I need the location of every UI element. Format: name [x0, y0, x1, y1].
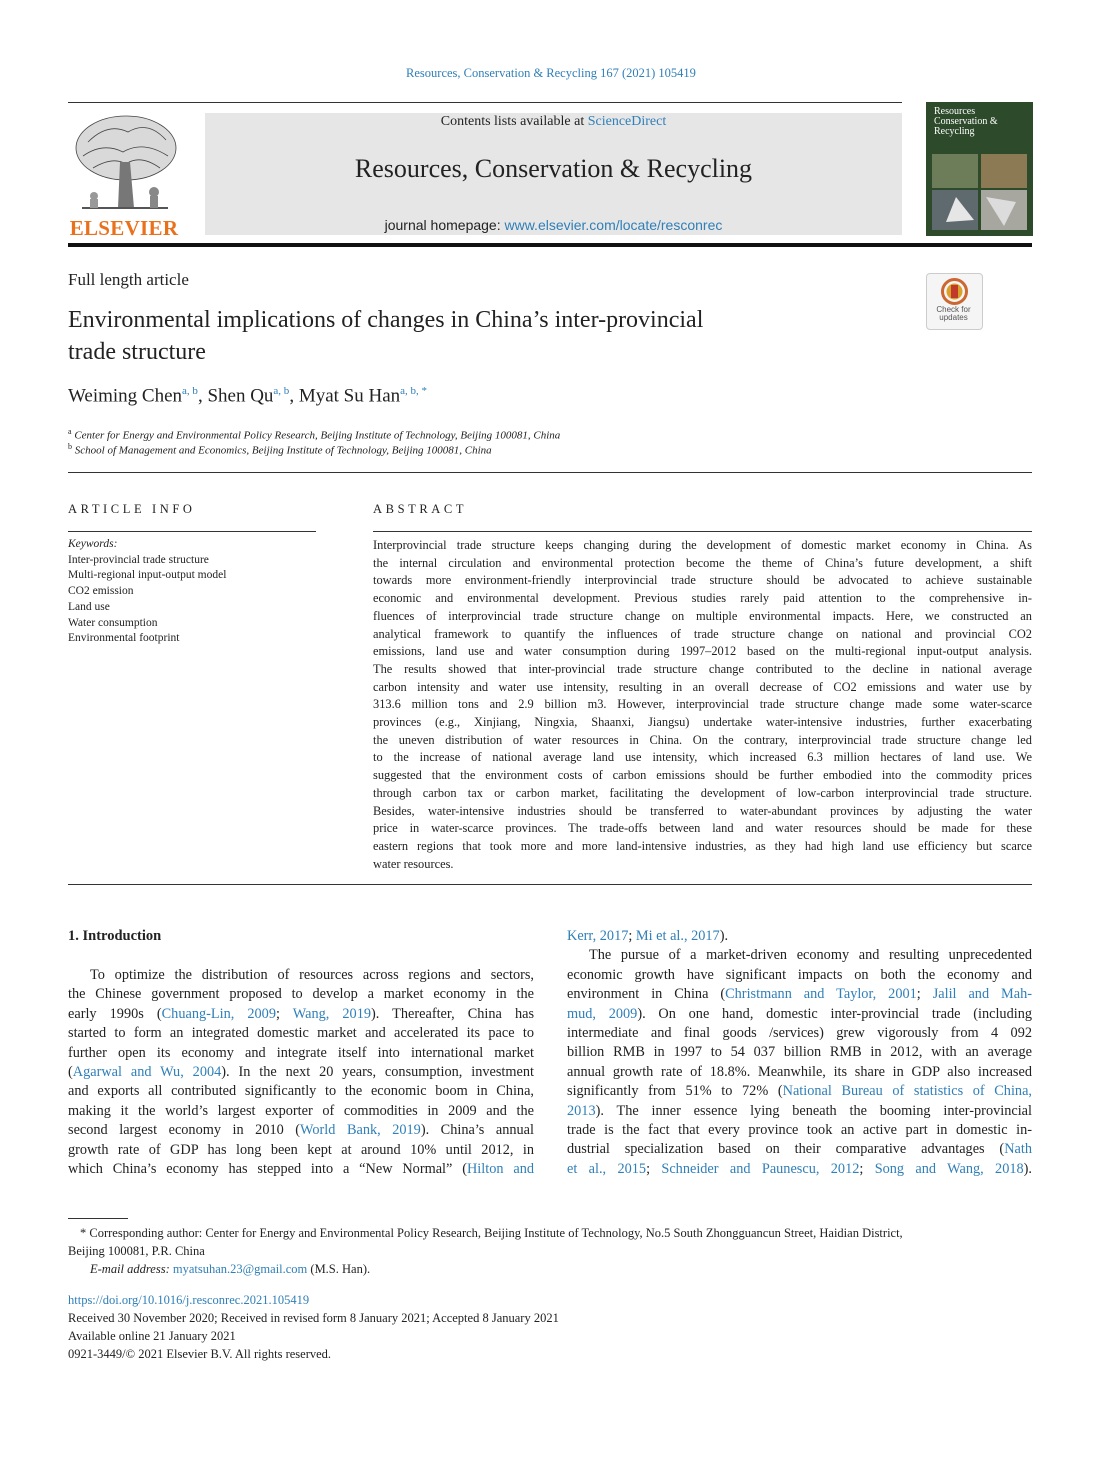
- footnote-email-line: [68, 1260, 1032, 1278]
- footnote-text-1: Corresponding author: Center for Energy and Environmental Policy Research, Beijing Institute of Technology, No.5 South Zhongguancun Street, Haidian District,: [89, 1226, 903, 1240]
- affiliation-text: Center for Energy and Environmental Policy Research, Beijing Institute of Technology, Beijing 100081, China: [74, 429, 561, 442]
- text-line: [567, 1102, 1032, 1121]
- abstract-line: towards more environment-friendly interprovincial trade structure should be advocated to achieve sustainable: [373, 573, 1032, 588]
- author-separator: ,: [289, 385, 299, 407]
- front-matter: [68, 1291, 559, 1363]
- text-run: ;: [275, 1005, 293, 1022]
- header-rule-top: [68, 102, 902, 103]
- abstract-line: suggested that the environment costs of carbon emissions should be further embodied into the commodity prices: [373, 768, 1032, 783]
- abstract-line: Interprovincial trade structure keeps changing during the development of domestic market economy in China. As: [373, 538, 1032, 552]
- text-line: [567, 985, 1032, 1004]
- footnote-line: [68, 1224, 1032, 1242]
- citation-link[interactable]: Agarwal and Wu, 2004: [72, 1064, 222, 1081]
- abstract-line: economic and environmental development. Previous studies rarely paid attention to the comprehensive in-: [373, 591, 1032, 606]
- text-line: [68, 1082, 534, 1101]
- keywords-block: [68, 537, 226, 647]
- text-run: ). China’s annual: [420, 1122, 535, 1139]
- email-suffix: (M.S. Han).: [307, 1262, 371, 1276]
- text-run: economic growth have significant impacts on both the economy and: [567, 966, 1032, 983]
- keyword: CO2 emission: [68, 585, 134, 598]
- affiliation-mark: b: [68, 442, 72, 451]
- abstract-line: to the increase of national average land use intensity, which increased 6.3 million hectares of land use. We: [373, 750, 1032, 765]
- abstract-line: price in water-scarce provinces. The trade-offs between land and water resources should be made for these: [373, 821, 1032, 836]
- abstract-body: [373, 537, 1032, 873]
- abstract-line: Besides, water-intensive industries should be transferred to water-abundant provinces by adjusting the water: [373, 803, 1032, 818]
- text-line: [68, 1141, 534, 1160]
- abstract-line: 313.6 million tons and 2.9 billion m3. However, interprovincial trade structure change made some water-scarce: [373, 697, 1032, 712]
- crossmark-label: Check for updates: [936, 305, 971, 322]
- author-name[interactable]: Shen Qu: [207, 385, 274, 407]
- text-line: [68, 1044, 534, 1063]
- text-run: ).: [1023, 1160, 1032, 1177]
- abstract-line: eastern regions that took more and more land-intensive industries, as they had high land use efficiency but scarce: [373, 838, 1032, 853]
- text-line: [567, 946, 1032, 965]
- copyright: 0921-3449/© 2021 Elsevier B.V. All rights reserved.: [68, 1347, 332, 1361]
- text-run: growth rate of GDP has long been kept at around 10% until 2012, in: [68, 1141, 534, 1158]
- citation-link[interactable]: Schneider and Paunescu, 2012: [661, 1160, 860, 1177]
- text-line: [567, 1043, 1032, 1062]
- text-run: further open its economy and integrate itself into international market: [68, 1044, 534, 1061]
- author-name[interactable]: Weiming Chen: [68, 385, 183, 407]
- journal-homepage: [205, 217, 902, 233]
- text-line: [567, 1140, 1032, 1159]
- received-dates: Received 30 November 2020; Received in revised form 8 January 2021; Accepted 8 January 2021: [68, 1311, 559, 1325]
- homepage-link[interactable]: www.elsevier.com/locate/resconrec: [504, 217, 723, 233]
- text-line: [68, 1160, 534, 1179]
- keyword: Multi-regional input-output model: [68, 569, 227, 582]
- available-online: Available online 21 January 2021: [68, 1329, 236, 1343]
- text-line: [68, 1063, 534, 1082]
- journal-cover-thumbnail[interactable]: [926, 102, 1033, 236]
- text-line: [68, 966, 534, 985]
- contents-availability: [205, 114, 902, 130]
- article-info-heading: ARTICLE INFO: [68, 502, 196, 516]
- citation-link[interactable]: World Bank, 2019: [300, 1122, 421, 1139]
- text-run: making it the world’s largest exporter of commodities in 2009 and the: [68, 1102, 534, 1119]
- citation-link[interactable]: Jalil and Mah-: [932, 986, 1033, 1003]
- text-line: [567, 1005, 1032, 1024]
- text-run: trade is the fact that every province took an active part in domestic in-: [567, 1122, 1032, 1139]
- text-line: [567, 927, 1032, 946]
- author-separator: ,: [197, 385, 208, 407]
- author-name[interactable]: Myat Su Han: [298, 385, 401, 407]
- affiliation-b: [68, 442, 492, 457]
- text-run: ;: [628, 928, 636, 944]
- affiliation-mark: a: [68, 427, 72, 436]
- text-run: second largest economy in 2010 (: [68, 1122, 301, 1139]
- journal-name: Resources, Conservation & Recycling: [354, 154, 753, 183]
- keyword: Inter-provincial trade structure: [68, 553, 209, 566]
- footnote-line: Beijing 100081, P.R. China: [68, 1244, 205, 1258]
- text-run: The pursue of a market-driven economy and resulting unprecedented: [589, 947, 1032, 964]
- text-line: [567, 1160, 1032, 1179]
- text-line: [68, 1005, 534, 1024]
- contents-prefix: Contents lists available at: [440, 114, 588, 129]
- journal-citation[interactable]: Resources, Conservation & Recycling 167 (2021) 105419: [406, 66, 696, 80]
- cover-title: Resources Conservation & Recycling: [934, 106, 998, 137]
- text-run: the Chinese government proposed to develop a market economy in the: [68, 986, 534, 1003]
- footnote-rule: [68, 1218, 128, 1219]
- text-run: ).: [719, 928, 729, 944]
- text-line: [567, 1121, 1032, 1140]
- text-line: [567, 1082, 1032, 1101]
- citation-link[interactable]: et al., 2015: [567, 1160, 647, 1177]
- author-affil-marks[interactable]: a, b, *: [400, 385, 428, 397]
- corresponding-author-footnote: [68, 1224, 1032, 1278]
- text-line: [567, 1063, 1032, 1082]
- intro-right-column: [567, 927, 1032, 1179]
- citation-link[interactable]: 2013: [567, 1102, 596, 1119]
- text-run: ). On one hand, domestic inter-provincial trade (including: [637, 1005, 1032, 1022]
- email-link[interactable]: myatsuhan.23@gmail.com: [172, 1262, 308, 1276]
- intro-heading: 1. Introduction: [68, 928, 162, 944]
- crossmark-icon: [941, 278, 968, 305]
- citation-link[interactable]: Song and Wang, 2018: [874, 1160, 1024, 1177]
- homepage-prefix: journal homepage:: [384, 217, 505, 233]
- citation-link[interactable]: Chuang-Lin, 2009: [161, 1005, 276, 1022]
- abstract-line: The results showed that inter-provincial trade structure change contributed to the decline in national average: [373, 661, 1032, 676]
- abstract-line: carbon intensity and water use intensity, resulting in an overall decrease of CO2 emissions and water use by: [373, 679, 1032, 694]
- citation-link[interactable]: mud, 2009: [567, 1005, 638, 1022]
- keyword: Environmental footprint: [68, 632, 180, 645]
- author-affil-marks[interactable]: a, b: [273, 385, 290, 397]
- text-line: [68, 1102, 534, 1121]
- text-run: which China’s economy has stepped into a “New Normal” (: [68, 1161, 467, 1178]
- abstract-line: provinces (e.g., Xinjiang, Ningxia, Shaanxi, Jiangsu) undertake water-intensive industries, further exacerbating: [373, 715, 1032, 730]
- text-line: [68, 1121, 534, 1140]
- text-run: annual growth rate of 18.8%. Meanwhile, its share in GDP also increased: [567, 1063, 1032, 1080]
- text-line: [68, 1024, 534, 1043]
- citation-link[interactable]: Nath: [1004, 1141, 1032, 1158]
- abstract-line: fluences of interprovincial trade structure change on multiple environmental impacts. Here, we constructed an: [373, 608, 1032, 623]
- text-run: environment in China (: [567, 986, 726, 1003]
- abstract-line: the internal circulation and environmental protection become the theme of China’s future development, a shift: [373, 555, 1032, 570]
- affiliation-rule: [68, 472, 1032, 473]
- email-label: E-mail address:: [90, 1262, 173, 1276]
- article-title: [68, 304, 888, 368]
- text-run: (: [68, 1064, 73, 1081]
- citation-link[interactable]: National Bureau of statistics of China,: [782, 1083, 1032, 1100]
- header-rule-bottom: [68, 243, 1032, 247]
- citation-link[interactable]: Wang, 2019: [292, 1005, 371, 1022]
- footnote-mark: *: [80, 1226, 87, 1240]
- author-affil-marks[interactable]: a, b: [182, 385, 198, 397]
- elsevier-wordmark: ELSEVIER: [69, 216, 179, 240]
- text-run: billion RMB in 1997 to 54 037 billion RMB in 2012, with an average: [567, 1044, 1032, 1061]
- author-list: [68, 385, 427, 407]
- abstract-line: water resources.: [373, 856, 454, 871]
- abstract-line: emissions, land use and water consumption during 1997–2012 based on the multi-regional input-output analysis.: [373, 644, 1032, 659]
- affiliation-a: [68, 427, 560, 442]
- citation-link[interactable]: Mi et al., 2017: [635, 928, 720, 944]
- text-run: dustrial specialization based on their comparative advantages (: [567, 1141, 1005, 1158]
- text-run: and exports all contributed significantly to the economic boom in China,: [68, 1083, 534, 1100]
- text-run: ;: [859, 1160, 875, 1177]
- affiliation-text: School of Management and Economics, Beijing Institute of Technology, Beijing 100081, China: [74, 444, 492, 457]
- text-run: ). The inner essence lying beneath the booming inter-provincial: [595, 1102, 1032, 1119]
- doi-link[interactable]: https://doi.org/10.1016/j.resconrec.2021.105419: [68, 1293, 310, 1307]
- citation-link[interactable]: Christmann and Taylor, 2001: [725, 986, 917, 1003]
- abstract-heading: ABSTRACT: [373, 502, 468, 516]
- title-line-2: trade structure: [68, 339, 206, 365]
- text-line: [567, 966, 1032, 985]
- intro-left-column: [68, 966, 534, 1179]
- text-line: [68, 985, 534, 1004]
- text-run: ). Thereafter, China has: [371, 1005, 535, 1022]
- sciencedirect-link[interactable]: ScienceDirect: [587, 114, 667, 129]
- article-info-rule: [68, 531, 316, 532]
- text-run: ;: [916, 986, 933, 1003]
- text-line: [567, 1024, 1032, 1043]
- citation-link[interactable]: Kerr, 2017: [567, 928, 629, 944]
- text-run: started to form an integrated domestic market and accelerated its pace to: [68, 1025, 534, 1042]
- text-run: early 1990s (: [68, 1005, 162, 1022]
- abstract-line: the uneven distribution of water resources in China. On the contrary, interprovincial trade structure change led: [373, 732, 1032, 747]
- keyword: Land use: [68, 600, 110, 613]
- abstract-line: through carbon tax or carbon market, facilitating the development of low-carbon interprovincial trade structure.: [373, 785, 1032, 800]
- citation-link[interactable]: Hilton and: [466, 1161, 534, 1178]
- keyword: Water consumption: [68, 616, 158, 629]
- keywords-label: Keywords:: [68, 538, 118, 550]
- abstract-line: analytical framework to quantify the influences of trade structure change on national and provincial CO2: [373, 626, 1032, 641]
- abstract-rule: [373, 531, 1032, 532]
- abstract-end-rule: [68, 884, 1032, 885]
- title-line-1: Environmental implications of changes in China’s inter-provincial: [68, 307, 704, 333]
- text-run: ;: [646, 1160, 662, 1177]
- text-run: ). In the next 20 years, consumption, investment: [221, 1064, 534, 1081]
- text-run: To optimize the distribution of resources across regions and sectors,: [90, 967, 534, 983]
- text-run: intermediate and final goods /services) grew vigorously from 4 092: [567, 1025, 1032, 1042]
- article-type: Full length article: [68, 270, 189, 289]
- text-run: significantly from 51% to 72% (: [567, 1083, 783, 1100]
